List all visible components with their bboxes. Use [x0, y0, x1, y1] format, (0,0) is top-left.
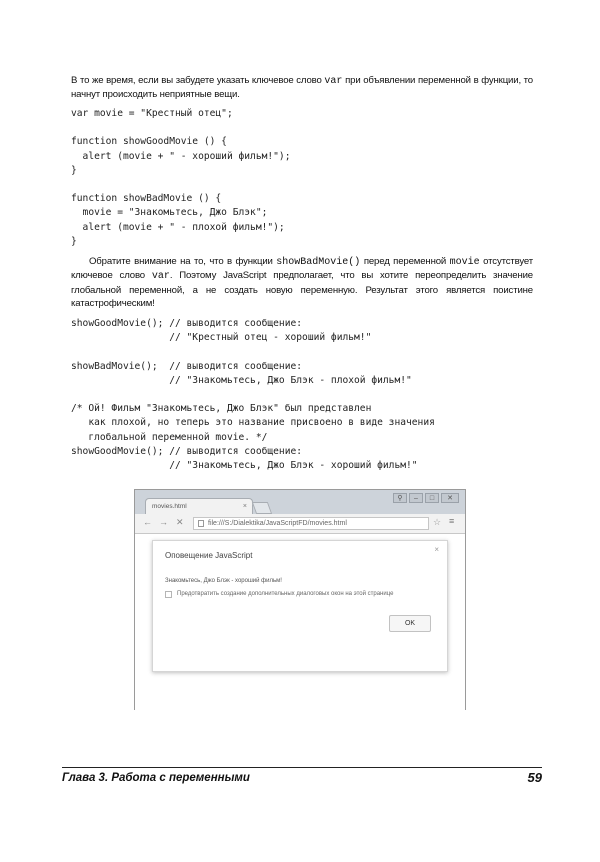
prevent-dialogs-label: Предотвратить создание дополнительных диалоговых окон на этой странице — [177, 591, 394, 597]
minimize-button[interactable]: – — [409, 493, 423, 503]
browser-titlebar — [135, 490, 465, 514]
para2-text-1: Обратите внимание на то, что в функции — [89, 256, 277, 267]
inline-code-movie: movie — [449, 257, 480, 268]
address-url: file:///S:/Dialektika/JavaScriptFD/movies.html — [208, 520, 347, 527]
browser-screenshot — [134, 489, 466, 710]
intro-text-2: при объявлении переменной в функции, то начнут происходить неприятные вещи. — [71, 75, 533, 101]
menu-icon[interactable]: ≡ — [449, 516, 455, 526]
new-tab-button[interactable] — [252, 502, 272, 514]
close-window-button[interactable]: ✕ — [441, 493, 459, 503]
ok-button[interactable]: OK — [389, 615, 431, 632]
bookmark-star-icon[interactable]: ☆ — [433, 517, 442, 527]
chapter-title: Глава 3. Работа с переменными — [62, 772, 250, 784]
back-arrow-icon[interactable]: ← — [143, 517, 152, 527]
page-icon — [198, 520, 204, 527]
intro-text-1: В то же время, если вы забудете указать ключевое слово — [71, 75, 325, 86]
browser-viewport — [135, 534, 465, 711]
intro-paragraph — [71, 74, 533, 102]
code-block-2: showGoodMovie(); // выводится сообщение: // "Крестный отец - хороший фильм!" showBadMovie(); // выводится сообщение: // "Знакомьтесь, Джо Блэк - плохой фильм!" /* Ой! Фильм "Знакомьтесь, Джо Блэк" был представлен как плохой, но теперь это название присвоено в виде значения глобальной переменной movie. */ showGoodMovie(); // выводится сообщение: // "Знакомьтесь, Джо Блэк - хороший фильм!" — [71, 318, 435, 472]
alert-dialog — [152, 540, 448, 672]
inline-code-var-2: var — [151, 271, 170, 283]
user-icon[interactable]: ⚲ — [393, 493, 407, 503]
page-number: 59 — [527, 770, 542, 785]
browser-toolbar — [135, 514, 465, 534]
prevent-dialogs-checkbox[interactable] — [165, 591, 172, 598]
tab-title: movies.html — [152, 503, 187, 510]
tab-close-icon[interactable]: × — [242, 503, 247, 510]
footer-rule — [62, 767, 542, 768]
browser-tab[interactable] — [145, 498, 253, 514]
para2-text-2: перед переменной — [360, 256, 450, 267]
dialog-message: Знакомьтесь, Джо Блэк - хороший фильм! — [165, 578, 282, 584]
forward-arrow-icon[interactable]: → — [159, 517, 168, 527]
para2-text-3: отсутствует ключевое слово — [71, 256, 533, 282]
dialog-title: Оповещение JavaScript — [165, 551, 253, 560]
window-controls — [393, 493, 459, 503]
code-block-1: var movie = "Крестный отец"; function showGoodMovie () { alert (movie + " - хороший фильм!"); } function showBadMovie () { movie = "Знакомьтесь, Джо Блэк"; alert (movie + " - плохой фильм!"); } — [71, 108, 291, 247]
inline-code-showbadmovie: showBadMovie() — [276, 257, 361, 268]
inline-code-var: var — [324, 76, 343, 87]
stop-icon[interactable]: ✕ — [176, 517, 184, 527]
maximize-button[interactable]: □ — [425, 493, 439, 503]
dialog-close-icon[interactable]: × — [434, 545, 439, 554]
address-bar[interactable] — [193, 517, 429, 530]
para2-text-4: . Поэтому JavaScript предполагает, что вы хотите переопределить значение глобальной переменной, а не создать новую переменную. Результат этого является поистине катастрофическим! — [71, 270, 533, 310]
explanation-paragraph — [71, 255, 533, 311]
